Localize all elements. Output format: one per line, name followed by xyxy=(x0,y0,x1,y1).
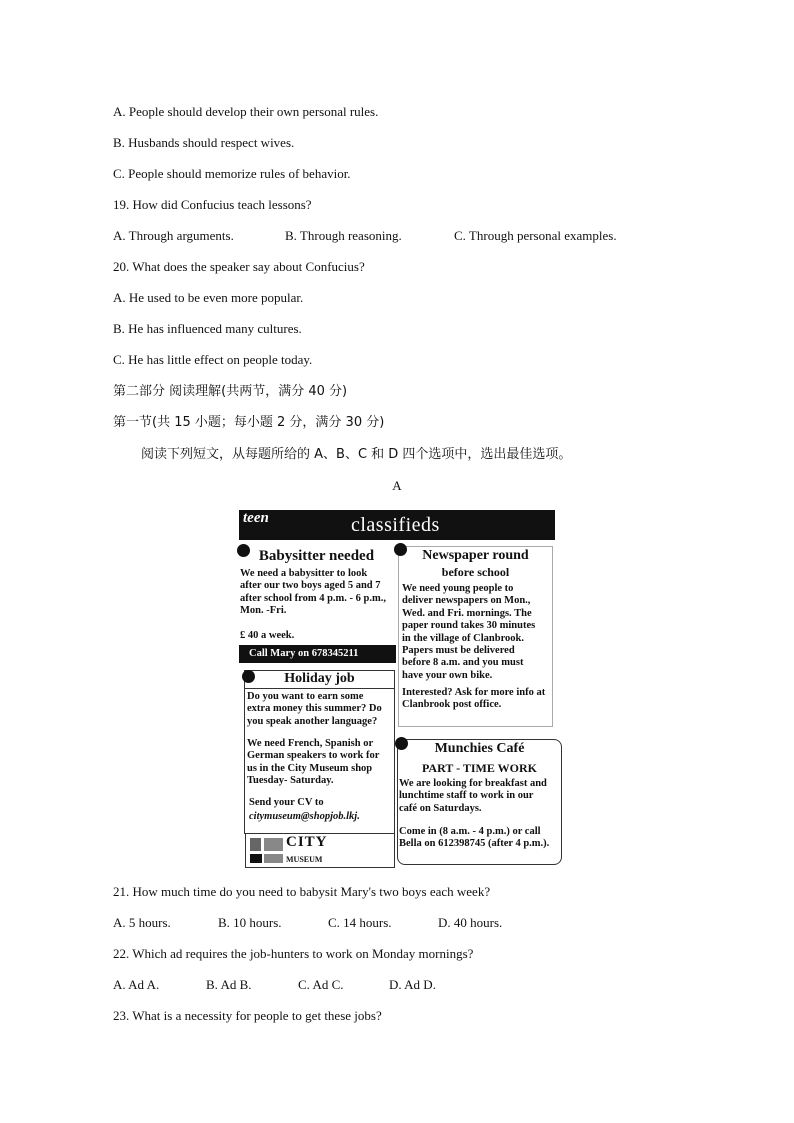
newspaper-info: Interested? Ask for more info at Clanbrook post office. xyxy=(402,687,546,711)
section-one-heading: 第一节(共 15 小题；每小题 2 分，满分 30 分) xyxy=(113,415,385,430)
instructions: 阅读下列短文，从每题所给的 A、B、C 和 D 四个选项中，选出最佳选项。 xyxy=(141,447,572,462)
city-museum-logo xyxy=(245,833,395,868)
question-23: 23. What is a necessity for people to get these jobs? xyxy=(113,1008,382,1023)
babysitter-body: We need a babysitter to look after our two boys aged 5 and 7 after school from 4 p.m. - 6 p.m., Mon. -Fri. xyxy=(240,568,387,617)
option-21-c: C. 14 hours. xyxy=(328,915,392,930)
bullet-icon xyxy=(394,543,407,556)
newspaper-body: We need young people to deliver newspapers on Mon., Wed. and Fri. mornings. The paper round takes 30 minutes in the village of Clanbrook. Papers must be delivered before 8 a.m. and you must have your own bike. xyxy=(402,583,536,681)
question-20: 20. What does the speaker say about Confucius? xyxy=(113,259,365,274)
munchies-subheading: PART - TIME WORK xyxy=(421,761,538,775)
question-22: 22. Which ad requires the job-hunters to work on Monday mornings? xyxy=(113,946,474,961)
babysitter-pay: £ 40 a week. xyxy=(240,630,295,641)
option-20-b: B. He has influenced many cultures. xyxy=(113,321,302,336)
option-21-d: D. 40 hours. xyxy=(438,915,503,930)
munchies-body: We are looking for breakfast and lunchtime staff to work in our café on Saturdays. xyxy=(399,778,547,814)
ad-babysitter xyxy=(238,546,395,664)
option-22-c: C. Ad C. xyxy=(298,977,344,992)
munchies-contact: Come in (8 a.m. - 4 p.m.) or call Bella on 612398745 (after 4 p.m.). xyxy=(399,826,550,850)
option-19-a: A. Through arguments. xyxy=(113,228,234,243)
holiday-heading: Holiday job xyxy=(284,671,355,686)
babysitter-heading: Babysitter needed xyxy=(258,548,375,564)
question-19: 19. How did Confucius teach lessons? xyxy=(113,197,312,212)
ad-holiday-job xyxy=(244,670,395,834)
option-19-prev-a: A. People should develop their own personal rules. xyxy=(113,104,379,119)
newspaper-heading: Newspaper round xyxy=(422,548,529,563)
option-22-d: D. Ad D. xyxy=(389,977,436,992)
option-22-a: A. Ad A. xyxy=(113,977,160,992)
option-20-c: C. He has little effect on people today. xyxy=(113,352,313,367)
option-19-c: C. Through personal examples. xyxy=(454,228,617,243)
ad-newspaper xyxy=(398,546,553,727)
banner-teen: teen xyxy=(243,510,269,526)
option-21-a: A. 5 hours. xyxy=(113,915,171,930)
banner-title: classifieds xyxy=(351,514,440,536)
holiday-email: citymuseum@shopjob.lkj. xyxy=(249,811,360,822)
classifieds-figure xyxy=(237,510,564,868)
bullet-icon xyxy=(395,737,408,750)
passage-label: A xyxy=(392,478,402,493)
option-20-a: A. He used to be even more popular. xyxy=(113,290,304,305)
question-21: 21. How much time do you need to babysit Mary's two boys each week? xyxy=(113,884,491,899)
holiday-body: Do you want to earn some extra money this summer? Do you speak another language? xyxy=(247,691,382,727)
ad-munchies-cafe xyxy=(397,739,562,865)
classifieds-banner xyxy=(239,510,555,540)
munchies-heading: Munchies Café xyxy=(434,741,525,756)
logo-city-text: CITY xyxy=(286,834,328,850)
newspaper-subheading: before school xyxy=(441,565,510,579)
option-19-prev-b: B. Husbands should respect wives. xyxy=(113,135,295,150)
option-19-b: B. Through reasoning. xyxy=(285,228,402,243)
bullet-icon xyxy=(237,544,250,557)
part-two-heading: 第二部分 阅读理解(共两节，满分 40 分) xyxy=(113,384,348,399)
logo-museum-text: MUSEUM xyxy=(286,855,323,864)
holiday-body-2: We need French, Spanish or German speakers to work for us in the City Museum shop Tuesday- Saturday. xyxy=(247,738,380,787)
option-21-b: B. 10 hours. xyxy=(218,915,282,930)
holiday-cv: Send your CV to xyxy=(249,797,324,808)
bullet-icon xyxy=(242,670,255,683)
option-19-prev-c: C. People should memorize rules of behavior. xyxy=(113,166,351,181)
babysitter-call: Call Mary on 678345211 xyxy=(239,645,396,663)
option-22-b: B. Ad B. xyxy=(206,977,252,992)
